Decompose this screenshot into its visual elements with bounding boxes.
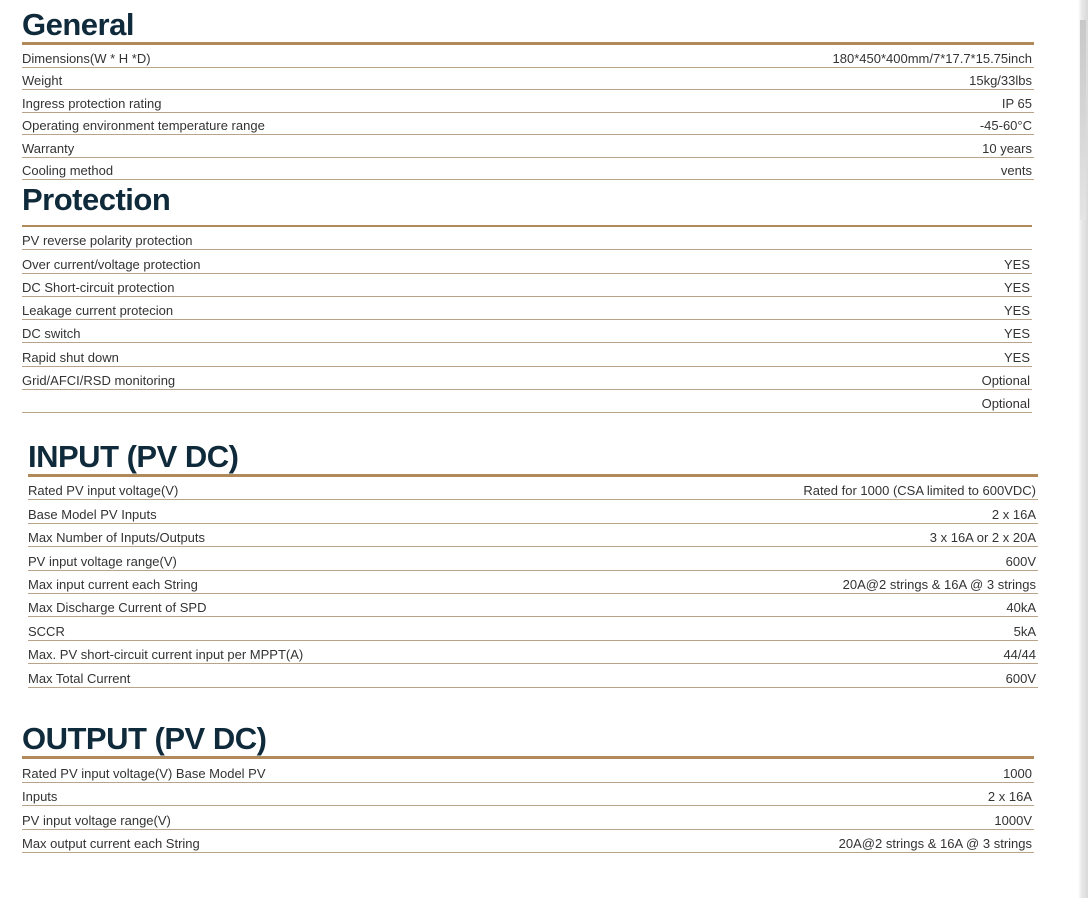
general-rows xyxy=(22,45,1034,180)
spec-value: -45-60°C xyxy=(979,118,1032,133)
spec-label: Ingress protection rating xyxy=(22,95,162,111)
spec-label: PV reverse polarity protection xyxy=(22,233,193,249)
spec-value: YES xyxy=(1003,326,1030,342)
spec-row xyxy=(22,783,1034,807)
spec-row xyxy=(28,547,1038,570)
spec-row xyxy=(22,274,1032,297)
general-section xyxy=(22,8,1034,180)
spec-label: DC switch xyxy=(22,326,81,342)
spec-label: Max input current each String xyxy=(28,576,198,592)
spec-value: YES xyxy=(1003,256,1030,272)
spec-value: 180*450*400mm/7*17.7*15.75inch xyxy=(832,50,1032,66)
spec-row xyxy=(22,367,1032,390)
spec-value: 40kA xyxy=(1006,600,1036,616)
spec-label: Rapid shut down xyxy=(22,349,119,365)
spec-label: Rated PV input voltage(V) Base Model PV xyxy=(22,765,266,781)
spec-label: DC Short-circuit protection xyxy=(22,279,175,295)
spec-label: PV input voltage range(V) xyxy=(28,553,177,569)
spec-row xyxy=(22,227,1032,250)
spec-label: Warranty xyxy=(22,140,75,156)
spec-row xyxy=(28,477,1038,500)
spec-value: IP 65 xyxy=(1001,95,1032,111)
spec-row xyxy=(22,343,1032,366)
spec-label: Operating environment temperature range xyxy=(22,118,265,133)
spec-value: 2 x 16A xyxy=(987,789,1032,804)
spec-row xyxy=(28,571,1038,594)
spec-row xyxy=(22,68,1034,91)
spec-row xyxy=(22,320,1032,343)
spec-value: 15kg/33lbs xyxy=(969,73,1032,88)
spec-row xyxy=(28,500,1038,523)
spec-label: Max Discharge Current of SPD xyxy=(28,600,207,616)
spec-row xyxy=(22,45,1034,68)
spec-row xyxy=(22,806,1034,830)
spec-value: 2 x 16A xyxy=(991,506,1036,522)
spec-label: Weight xyxy=(22,73,63,88)
protection-section xyxy=(22,183,1032,413)
spec-label: Cooling method xyxy=(22,163,114,178)
spec-value: YES xyxy=(1003,279,1030,295)
input-title: INPUT (PV DC) xyxy=(28,439,239,474)
input-rows xyxy=(28,477,1038,688)
spec-value: YES xyxy=(1003,303,1030,319)
spec-value: Rated for 1000 (CSA limited to 600VDC) xyxy=(803,483,1036,499)
spec-row xyxy=(22,830,1034,854)
spec-label: Dimensions(W * H *D) xyxy=(22,50,151,66)
spec-label: Max Total Current xyxy=(28,670,131,686)
spec-value: YES xyxy=(1003,349,1030,365)
spec-value: vents xyxy=(1000,163,1032,178)
spec-label: SCCR xyxy=(28,623,65,639)
spec-value: Optional xyxy=(981,373,1030,389)
protection-rows xyxy=(22,227,1032,413)
spec-row xyxy=(22,90,1034,113)
spec-row xyxy=(22,158,1034,181)
spec-value: Optional xyxy=(981,396,1030,412)
spec-row xyxy=(22,297,1032,320)
spec-row xyxy=(22,759,1034,783)
spec-value: 3 x 16A or 2 x 20A xyxy=(929,530,1036,546)
spec-value: 44/44 xyxy=(1003,647,1036,663)
spec-label: Grid/AFCI/RSD monitoring xyxy=(22,373,176,389)
input-section xyxy=(28,440,1038,688)
spec-label: Inputs xyxy=(22,789,58,804)
spec-value: 1000V xyxy=(994,812,1032,828)
spec-row xyxy=(28,524,1038,547)
general-title: General xyxy=(22,7,134,42)
output-title: OUTPUT (PV DC) xyxy=(22,721,267,756)
spec-row xyxy=(28,617,1038,640)
spec-row xyxy=(22,135,1034,158)
output-section xyxy=(22,722,1034,853)
spec-row xyxy=(28,594,1038,617)
spec-label: Max output current each String xyxy=(22,836,200,851)
spec-value: 600V xyxy=(1005,670,1036,686)
spec-label: PV input voltage range(V) xyxy=(22,812,171,828)
spec-label: Max. PV short-circuit current input per MPPT(A) xyxy=(28,647,304,663)
spec-value: 5kA xyxy=(1013,623,1036,639)
spec-row xyxy=(28,641,1038,664)
spec-value: 20A@2 strings & 16A @ 3 strings xyxy=(842,576,1036,592)
output-rows xyxy=(22,759,1034,853)
spec-row xyxy=(22,250,1032,273)
spec-row xyxy=(28,664,1038,687)
spec-row xyxy=(22,113,1034,136)
spec-value: 1000 xyxy=(1003,765,1032,781)
protection-title: Protection xyxy=(22,182,171,217)
spec-value: 20A@2 strings & 16A @ 3 strings xyxy=(838,836,1032,851)
spec-label: Base Model PV Inputs xyxy=(28,506,157,522)
page-edge-shadow xyxy=(1078,0,1088,898)
spec-row xyxy=(22,390,1032,413)
spec-value: 10 years xyxy=(982,140,1032,156)
spec-label: Leakage current protecion xyxy=(22,303,174,319)
spec-label: Over current/voltage protection xyxy=(22,256,201,272)
spec-value: 600V xyxy=(1005,553,1036,569)
spec-label: Max Number of Inputs/Outputs xyxy=(28,530,206,546)
spec-label: Rated PV input voltage(V) xyxy=(28,483,179,499)
